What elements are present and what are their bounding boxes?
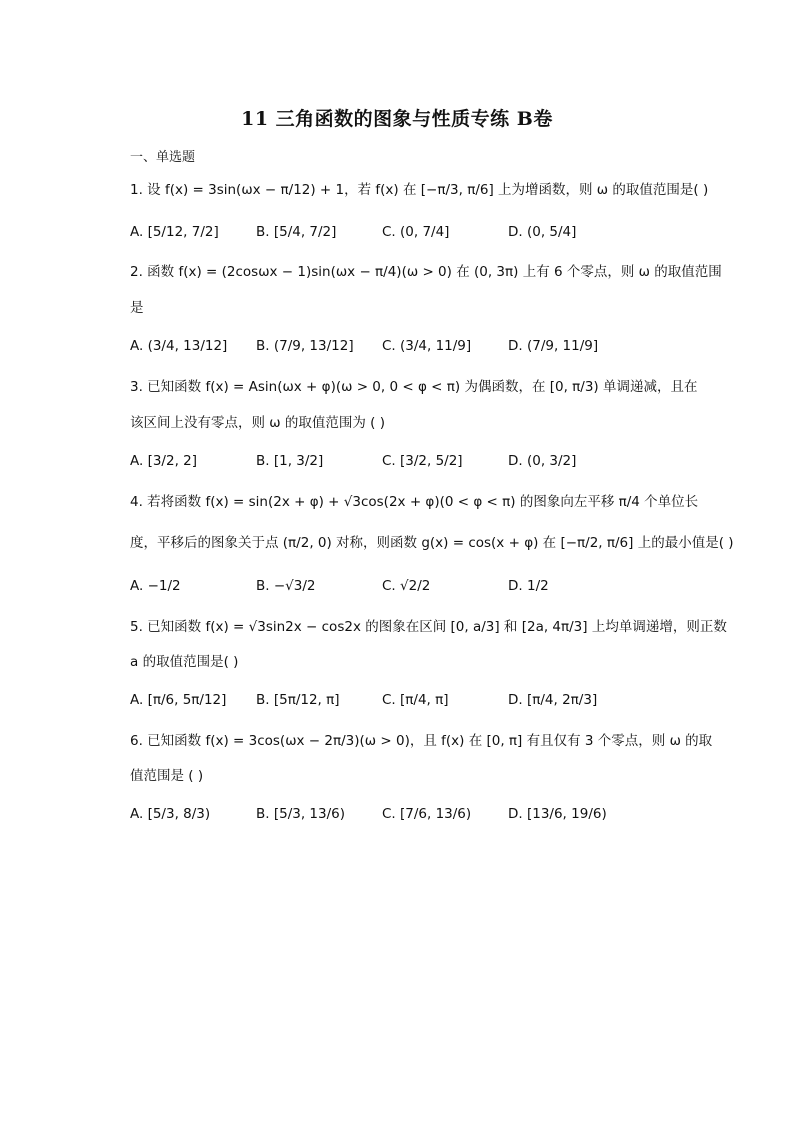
question-4-option-a: A. −1/2 <box>130 578 181 594</box>
question-5-line-2: a 的取值范围是( ) <box>130 654 239 670</box>
question-3-option-a: A. [3/2, 2] <box>130 453 198 469</box>
question-1-option-c: C. (0, 7/4] <box>382 224 450 240</box>
question-3-line-1: 3. 已知函数 f(x) = Asin(ωx + φ)(ω > 0, 0 < φ < π) 为偶函数，在 [0, π/3) 单调递减，且在 <box>130 379 698 395</box>
question-1-line-1: 1. 设 f(x) = 3sin(ωx − π/12) + 1，若 f(x) 在 [−π/3, π/6] 上为增函数，则 ω 的取值范围是( ) <box>130 182 709 198</box>
question-5-option-c: C. [π/4, π] <box>382 692 449 708</box>
question-2-line-1: 2. 函数 f(x) = (2cosωx − 1)sin(ωx − π/4)(ω > 0) 在 (0, 3π) 上有 6 个零点，则 ω 的取值范围 <box>130 264 722 280</box>
question-3-option-c: C. [3/2, 5/2] <box>382 453 463 469</box>
question-5-option-b: B. [5π/12, π] <box>256 692 340 708</box>
question-5-option-a: A. [π/6, 5π/12] <box>130 692 227 708</box>
question-6-option-c: C. [7/6, 13/6) <box>382 806 472 822</box>
question-2-option-d: D. (7/9, 11/9] <box>508 338 599 354</box>
question-4-line-1: 4. 若将函数 f(x) = sin(2x + φ) + √3cos(2x + φ)(0 < φ < π) 的图象向左平移 π/4 个单位长 <box>130 494 699 510</box>
section-heading: 一、单选题 <box>130 150 196 165</box>
question-3-option-d: D. (0, 3/2] <box>508 453 577 469</box>
question-2-option-c: C. (3/4, 11/9] <box>382 338 472 354</box>
question-4-option-b: B. −√3/2 <box>256 578 316 594</box>
question-6-option-b: B. [5/3, 13/6) <box>256 806 346 822</box>
question-4-option-d: D. 1/2 <box>508 578 549 594</box>
question-6-option-a: A. [5/3, 8/3) <box>130 806 211 822</box>
question-5-option-d: D. [π/4, 2π/3] <box>508 692 598 708</box>
question-2-option-a: A. (3/4, 13/12] <box>130 338 228 354</box>
question-3-line-2: 该区间上没有零点，则 ω 的取值范围为 ( ) <box>130 415 386 431</box>
question-6-option-d: D. [13/6, 19/6) <box>508 806 607 822</box>
question-1-option-a: A. [5/12, 7/2] <box>130 224 219 240</box>
question-3-option-b: B. [1, 3/2] <box>256 453 324 469</box>
question-2-option-b: B. (7/9, 13/12] <box>256 338 354 354</box>
question-4-line-2: 度，平移后的图象关于点 (π/2, 0) 对称，则函数 g(x) = cos(x + φ) 在 [−π/2, π/6] 上的最小值是( ) <box>130 535 734 551</box>
page-title: 11 三角函数的图象与性质专练 B卷 <box>241 108 553 130</box>
question-6-line-1: 6. 已知函数 f(x) = 3cos(ωx − 2π/3)(ω > 0)，且 f(x) 在 [0, π] 有且仅有 3 个零点，则 ω 的取 <box>130 733 713 749</box>
question-6-line-2: 值范围是 ( ) <box>130 768 204 784</box>
question-4-option-c: C. √2/2 <box>382 578 431 594</box>
question-1-option-b: B. [5/4, 7/2] <box>256 224 337 240</box>
question-2-line-2: 是 <box>130 300 144 316</box>
question-1-option-d: D. (0, 5/4] <box>508 224 577 240</box>
question-5-line-1: 5. 已知函数 f(x) = √3sin2x − cos2x 的图象在区间 [0, a/3] 和 [2a, 4π/3] 上均单调递增，则正数 <box>130 619 727 635</box>
